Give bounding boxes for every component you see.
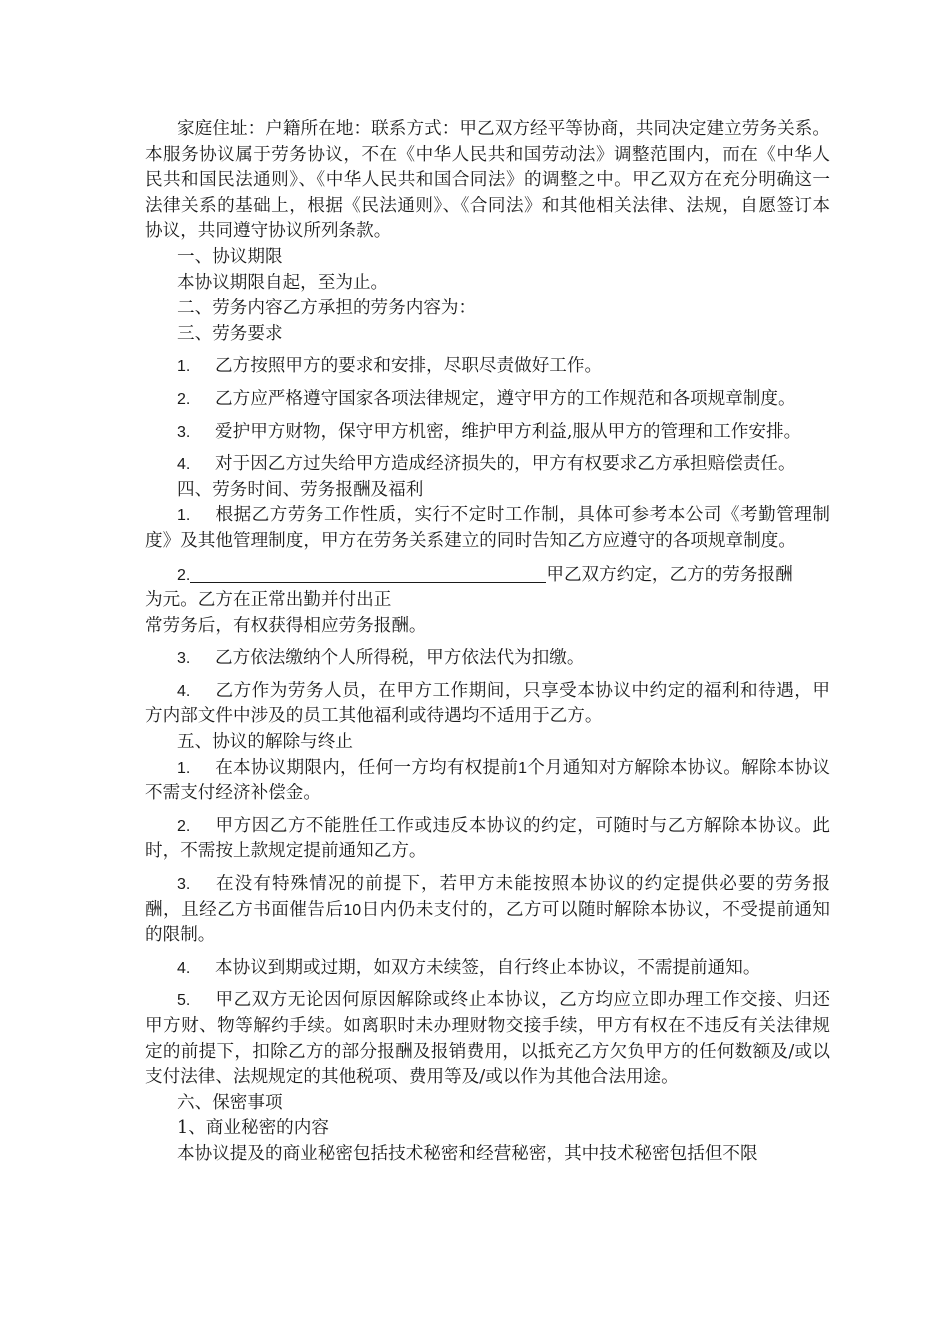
section-5-item-4 [145, 956, 830, 982]
item-text: 在本协议期限内，任何一方均有权提前 [215, 757, 519, 778]
section-5-item-5 [145, 988, 830, 1090]
item-text: 乙方按照甲方的要求和安排，尽职尽责做好工作。 [215, 356, 603, 377]
item-number: 3. [177, 423, 191, 441]
section-3-item-2 [145, 387, 830, 413]
item-text: 根据乙方劳务工作性质，实行不定时工作制，具体可参考本公司《考勤管理制度》及其他管理制度，甲方在劳务关系建立的同时告知乙方应遵守的各项规章制度。 [145, 505, 830, 551]
item-number: 1. [177, 507, 191, 525]
section-2-heading: 二、劳务内容乙方承担的劳务内容为： [177, 298, 477, 319]
section-1-text: 本协议期限自起，至为止。 [177, 272, 389, 293]
item-text-line-2: 为元。乙方在正常出勤并付出正 [145, 590, 392, 611]
section-4-heading: 四、劳务时间、劳务报酬及福利 [177, 479, 424, 500]
item-text: 个月通知对方解除本协议。解除本协议不需支付经济补偿金。 [145, 757, 830, 804]
item-number: 3. [177, 876, 191, 894]
item-text: 对于因乙方过失给甲方造成经济损失的，甲方有权要求乙方承担赔偿责任。 [215, 454, 796, 475]
section-6-heading: 六、保密事项 [177, 1092, 283, 1113]
section-5-item-3 [145, 872, 830, 949]
section-6-text: 本协议提及的商业秘密包括技术秘密和经营秘密，其中技术秘密包括但不限 [177, 1143, 758, 1164]
item-number-value: 10 [343, 901, 362, 919]
section-3-heading: 三、劳务要求 [177, 323, 283, 344]
section-4-item-3 [145, 646, 830, 672]
section-3-item-3 [145, 420, 830, 446]
item-text: 甲方因乙方不能胜任工作或违反本协议的约定，可随时与乙方解除本协议。此时，不需按上款规定提前通知乙方。 [145, 815, 830, 862]
item-number-value: 1 [518, 759, 528, 777]
section-5-item-1 [145, 756, 830, 807]
item-number: 4. [177, 959, 191, 977]
section-6-subheading: 1、商业秘密的内容 [177, 1118, 329, 1139]
item-number: 4. [177, 682, 191, 700]
item-number: 1. [177, 358, 191, 376]
item-text: 在没有特殊情况的前提下，若甲方未能按照本协议的约定提供必要的劳务报酬，且经乙方书面催告后 [145, 874, 830, 920]
document-body [145, 117, 830, 1168]
section-5-heading: 五、协议的解除与终止 [177, 732, 353, 753]
section-4-item-1 [145, 503, 830, 554]
section-1-heading: 一、协议期限 [177, 246, 283, 267]
section-3-item-1 [145, 354, 830, 380]
section-3-item-4 [145, 452, 830, 478]
item-text: 日内仍未支付的，乙方可以随时解除本协议，不受提前通知的限制。 [145, 899, 830, 946]
section-4-item-2 [145, 562, 830, 614]
section-4-item-4 [145, 679, 830, 730]
item-text: 乙方依法缴纳个人所得税，甲方依法代为扣缴。 [215, 648, 585, 669]
item-text: 甲乙双方无论因何原因解除或终止本协议，乙方均应立即办理工作交接、归还甲方财、物等解约手续。如离职时未办理财物交接手续，甲方有权在不违反有关法律规定的前提下，扣除乙方的部分报酬及报销费用，以抵充乙方欠负甲方的任何数额及/或以支付法律、法规规定的其他税项、费用等及/或以作为其他合法用途。 [145, 990, 830, 1088]
item-number: 3. [177, 650, 191, 668]
intro-paragraph: 家庭住址：户籍所在地：联系方式：甲乙双方经平等协商，共同决定建立劳务关系。本服务协议属于劳务协议，不在《中华人民共和国劳动法》调整范围内，而在《中华人民共和国民法通则》、《中华人民共和国合同法》的调整之中。甲乙双方在充分明确这一法律关系的基础上，根据《民法通则》、《合同法》和其他相关法律、法规，自愿签订本协议，共同遵守协议所列条款。 [145, 119, 830, 242]
item-text: 爱护甲方财物，保守甲方机密，维护甲方利益,服从甲方的管理和工作安排。 [215, 421, 802, 442]
item-text: 乙方作为劳务人员，在甲方工作期间，只享受本协议中约定的福利和待遇，甲方内部文件中涉及的员工其他福利或待遇均不适用于乙方。 [145, 680, 830, 727]
item-text: 本协议到期或过期，如双方未续签，自行终止本协议，不需提前通知。 [215, 957, 761, 978]
fill-in-blank [190, 562, 546, 583]
item-number: 5. [177, 992, 191, 1010]
item-text: 甲乙双方约定，乙方的劳务报酬 [546, 564, 793, 585]
section-4-item-2-continued: 常劳务后，有权获得相应劳务报酬。 [145, 615, 427, 636]
item-number: 2. [177, 817, 191, 835]
item-text: 乙方应严格遵守国家各项法律规定，遵守甲方的工作规范和各项规章制度。 [215, 388, 796, 409]
section-5-item-2 [145, 814, 830, 865]
item-number: 1. [177, 759, 191, 777]
item-number: 2. [177, 390, 191, 408]
item-number: 2. [177, 566, 191, 584]
item-number: 4. [177, 456, 191, 474]
